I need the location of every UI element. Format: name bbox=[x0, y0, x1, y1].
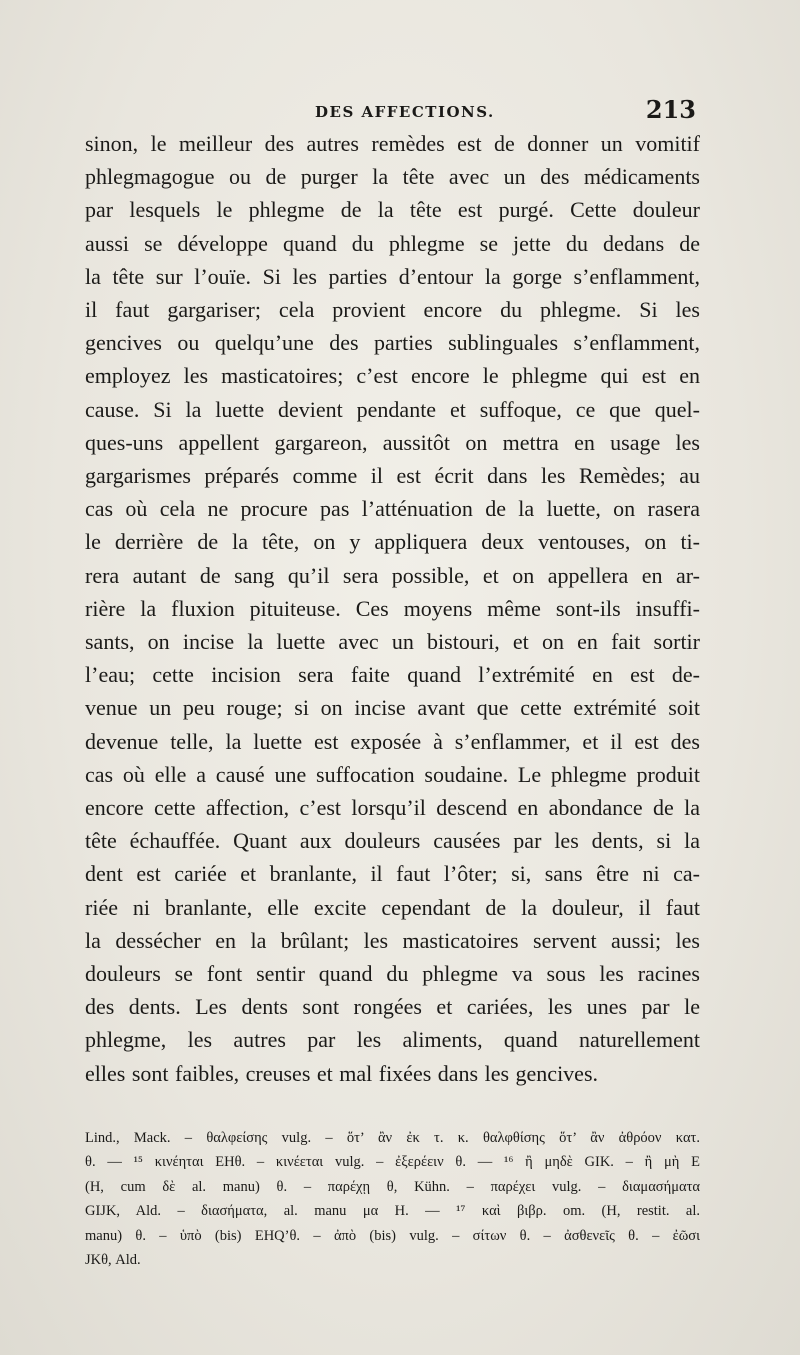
text-line: cas où cela ne procure pas l’atténuation de la luette, on rasera bbox=[85, 496, 700, 522]
text-line: l’eau; cette incision sera faite quand l’extrémité en est de- bbox=[85, 662, 700, 688]
note-line: JKθ, Ald. bbox=[85, 1252, 141, 1269]
critical-notes bbox=[85, 1126, 700, 1272]
text-line: employez les masticatoires; c’est encore le phlegme qui est en bbox=[85, 363, 700, 389]
text-line: rière la fluxion pituiteuse. Ces moyens même sont-ils insuffi- bbox=[85, 595, 700, 621]
text-line: il faut gargariser; cela provient encore du phlegme. Si les bbox=[85, 297, 700, 323]
text-line: phlegmagogue ou de purger la tête avec un des médicaments bbox=[85, 164, 700, 190]
page-number: 213 bbox=[645, 95, 696, 124]
text-line: dent est cariée et branlante, il faut l’ôter; si, sans être ni ca- bbox=[85, 861, 700, 887]
text-line: le derrière de la tête, on y appliquera deux ventouses, on ti- bbox=[85, 529, 700, 555]
text-line: des dents. Les dents sont rongées et cariées, les unes par le bbox=[85, 994, 700, 1020]
text-line: elles sont faibles, creuses et mal fixées dans les gencives. bbox=[85, 1060, 599, 1086]
text-line: la tête sur l’ouïe. Si les parties d’entour la gorge s’enflamment, bbox=[85, 263, 700, 289]
text-line: la dessécher en la brûlant; les masticatoires servent aussi; les bbox=[85, 927, 700, 953]
text-line: devenue telle, la luette est exposée à s’enflammer, et il est des bbox=[85, 728, 700, 754]
text-line: encore cette affection, c’est lorsqu’il descend en abondance de la bbox=[85, 795, 700, 821]
note-line: θ. — ¹⁵ κινέηται EHθ. – κινέεται vulg. – ἐξερέειν θ. — ¹⁶ ἢ μηδὲ GIK. – ἢ μὴ E bbox=[85, 1154, 700, 1171]
text-line: rera autant de sang qu’il sera possible, et on appellera en ar- bbox=[85, 562, 700, 588]
text-line: riée ni branlante, elle excite cependant de la douleur, il faut bbox=[85, 894, 700, 920]
text-line: aussi se développe quand du phlegme se jette du dedans de bbox=[85, 230, 700, 256]
text-line: ques-uns appellent gargareon, aussitôt on mettra en usage les bbox=[85, 429, 700, 455]
text-line: cas où elle a causé une suffocation soudaine. Le phlegme produit bbox=[85, 761, 700, 787]
running-title: DES AFFECTIONS. bbox=[315, 103, 495, 121]
text-line: sants, on incise la luette avec un bistouri, et on en fait sortir bbox=[85, 629, 700, 655]
text-line: phlegme, les autres par les aliments, quand naturellement bbox=[85, 1027, 700, 1053]
text-line: sinon, le meilleur des autres remèdes est de donner un vomitif bbox=[85, 131, 700, 156]
note-line: manu) θ. – ὑπὸ (bis) EHQ’θ. – ἀπὸ (bis) vulg. – σίτων θ. – ἀσθενεῖς θ. – ἐῶσι bbox=[85, 1227, 700, 1244]
text-line: venue un peu rouge; si on incise avant que cette extrémité soit bbox=[85, 695, 700, 721]
text-line: gencives ou quelqu’une des parties sublinguales s’enflamment, bbox=[85, 330, 700, 356]
text-line: par lesquels le phlegme de la tête est purgé. Cette douleur bbox=[85, 197, 700, 223]
note-line: (H, cum δὲ al. manu) θ. – παρέχῃ θ, Kühn. – παρέχει vulg. – διαμασήματα bbox=[85, 1178, 700, 1195]
main-text bbox=[85, 127, 700, 1090]
text-line: douleurs se font sentir quand du phlegme va sous les racines bbox=[85, 961, 700, 987]
note-line: GIJK, Ald. – διασήματα, al. manu μα H. — ¹⁷ καὶ βιβρ. om. (H, restit. al. bbox=[85, 1203, 700, 1220]
text-line: gargarismes préparés comme il est écrit dans les Remèdes; au bbox=[85, 463, 700, 489]
text-line: cause. Si la luette devient pendante et suffoque, ce que quel- bbox=[85, 396, 700, 422]
note-line: Lind., Mack. – θαλφείσης vulg. – ὅτ’ ἂν ἐκ τ. κ. θαλφθίσης ὅτ’ ἂν ἀθρόον κατ. bbox=[85, 1130, 700, 1146]
text-line: tête échauffée. Quant aux douleurs causées par les dents, si la bbox=[85, 828, 700, 854]
page-header bbox=[85, 95, 700, 129]
